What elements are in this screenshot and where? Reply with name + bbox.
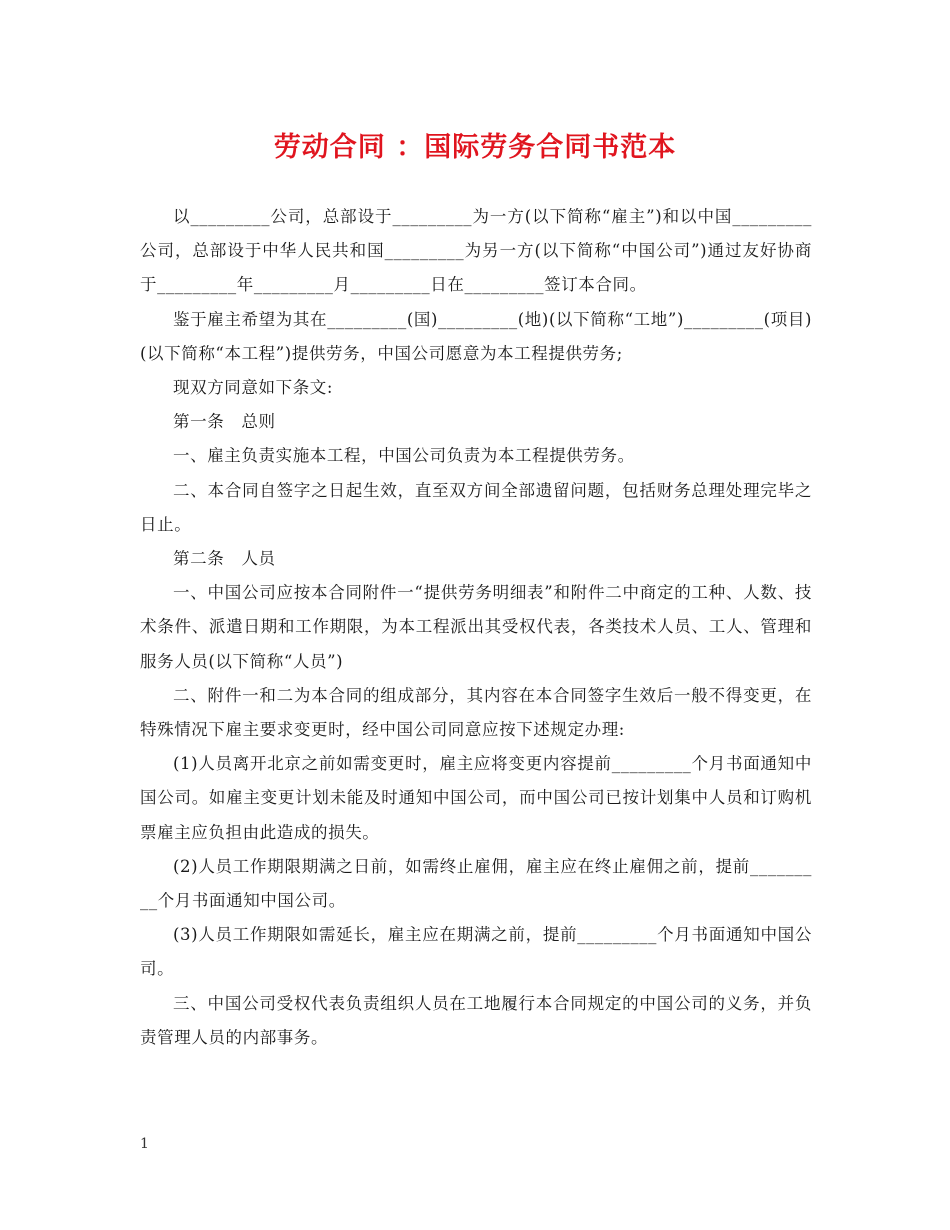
article-2-heading: 第二条 人员	[173, 549, 276, 569]
paragraph-whereas: 鉴于雇主希望为其在_________(国)_________(地)(以下简称“工地”)_________(项目)(以下简称“本工程”)提供劳务，中国公司愿意为本工程提供劳务;	[140, 309, 812, 363]
article-1-clause-1: 一、雇主负责实施本工程，中国公司负责为本工程提供劳务。	[173, 446, 635, 466]
article-2-clause-2-item-2: (2)人员工作期限期满之日前，如需终止雇佣，雇主应在终止雇佣之前，提前_________个月书面通知中国公司。	[140, 856, 812, 911]
footer-divider	[140, 1123, 812, 1124]
document-title: 劳动合同 ：国际劳务合同书范本	[273, 132, 677, 163]
article-2-clause-2: 二、附件一和二为本合同的组成部分，其内容在本合同签字生效后一般不得变更，在特殊情况下雇主要求变更时，经中国公司同意应按下述规定办理:	[140, 685, 812, 740]
paragraph-agreement-intro: 现双方同意如下条文:	[173, 378, 334, 398]
document-body	[140, 200, 812, 1055]
paragraph-parties: 以_________公司，总部设于_________为一方(以下简称“雇主”)和以中国_________公司，总部设于中华人民共和国_________为另一方(以下简称“中国公司”)通过友好协商于_________年_________月_________日在_________签订本合同。	[140, 207, 812, 295]
article-2-clause-1: 一、中国公司应按本合同附件一“提供劳务明细表”和附件二中商定的工种、人数、技术条件、派遣日期和工作期限，为本工程派出其受权代表，各类技术人员、工人、管理和服务人员(以下简称“人员”)	[140, 583, 812, 671]
article-1-clause-2: 二、本合同自签字之日起生效，直至双方间全部遗留问题，包括财务总理处理完毕之日止。	[140, 480, 812, 534]
article-2-clause-2-item-1: (1)人员离开北京之前如需变更时，雇主应将变更内容提前_________个月书面通知中国公司。如雇主变更计划未能及时通知中国公司，而中国公司已按计划集中人员和订购机票雇主应负担由此造成的损失。	[140, 754, 812, 842]
page-number: 1	[140, 1136, 149, 1152]
article-1-heading: 第一条 总则	[173, 412, 276, 432]
article-2-clause-2-item-3: (3)人员工作期限如需延长，雇主应在期满之前，提前_________个月书面通知中国公司。	[140, 925, 812, 979]
article-2-clause-3: 三、中国公司受权代表负责组织人员在工地履行本合同规定的中国公司的义务，并负责管理人员的内部事务。	[140, 993, 812, 1047]
